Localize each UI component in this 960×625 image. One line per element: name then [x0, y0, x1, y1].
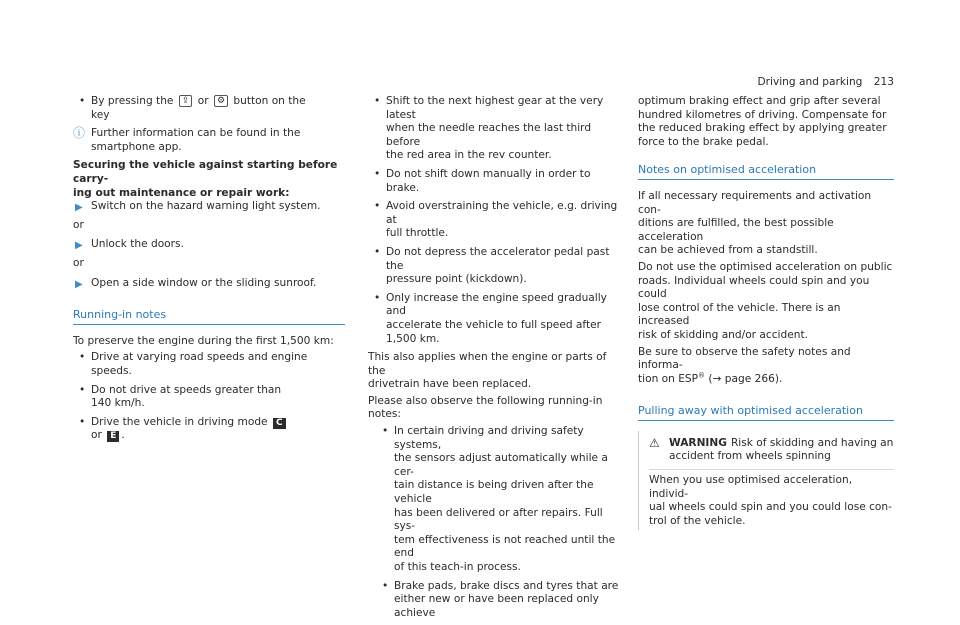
section-title: Running-in notes — [73, 308, 345, 325]
text: can be achieved from a standstill. — [638, 244, 818, 257]
text: button on the — [230, 95, 306, 107]
text: 140 km/h. — [91, 397, 145, 410]
registered-mark: ® — [698, 371, 706, 380]
text: the red area in the rev counter. — [386, 149, 552, 162]
text: ditions are fulfilled, the best possible acceleration — [638, 217, 834, 243]
text: Do not use the optimised acceleration on public — [638, 260, 893, 273]
info-note — [73, 127, 345, 154]
page-number: 213 — [873, 76, 894, 88]
text: . — [121, 429, 125, 442]
mode-c-icon: C — [273, 418, 286, 429]
text: • Drive at varying road speeds and engine — [91, 351, 308, 364]
text: accelerate the vehicle to full speed after — [386, 318, 601, 331]
text: hundred kilometres of driving. Compensate for — [638, 108, 887, 121]
text: • Do not shift down manually in order to brake. — [386, 167, 591, 194]
text: either new or have been replaced only achieve — [394, 593, 599, 619]
text: when the needle reaches the last third before — [386, 122, 592, 148]
instruction-step — [73, 200, 345, 214]
list-item — [368, 168, 626, 195]
text: smartphone app. — [91, 140, 182, 153]
list-item — [73, 351, 345, 378]
list-item — [368, 246, 626, 287]
text: • Avoid overstraining the vehicle, e.g. driving at — [386, 200, 618, 226]
text: tem effectiveness is not reached until the end — [394, 533, 616, 560]
info-icon: ⓘ — [73, 126, 86, 141]
text: ( — [705, 372, 713, 385]
list-item — [376, 580, 626, 621]
text: If all necessary requirements and activation con- — [638, 189, 872, 216]
or-text: or — [73, 218, 84, 231]
column-2 — [368, 95, 626, 625]
or-text: or — [73, 256, 84, 269]
step-arrow-icon: ▶ — [75, 278, 83, 290]
text: Unlock the doors. — [91, 238, 184, 251]
text: ual wheels could spin and you could lose con- — [649, 501, 892, 514]
text: Drive the vehicle in driving mode — [91, 415, 271, 428]
text: speeds. — [91, 364, 132, 377]
column-3 — [638, 95, 894, 530]
text: Open a side window or the sliding sunroof. — [91, 276, 317, 289]
warning-header — [649, 437, 894, 464]
paragraph — [368, 395, 626, 422]
text: notes: — [368, 408, 401, 421]
page-reference-arrow-icon: → — [712, 372, 722, 385]
text: full throttle. — [386, 227, 449, 240]
text: This also applies when the engine or parts of the — [368, 351, 607, 377]
text: roads. Individual wheels could spin and you could — [638, 274, 870, 301]
list-item — [73, 384, 345, 411]
text: • Only increase the engine speed gradually and — [386, 291, 607, 318]
list-item — [368, 95, 626, 163]
text: force to the brake pedal. — [638, 135, 769, 148]
text: has been delivered or after repairs. Full sys- — [394, 506, 603, 533]
text: tion on ESP — [638, 372, 699, 385]
instruction-step — [73, 238, 345, 252]
text: When you use optimised acceleration, individ- — [649, 474, 853, 500]
text: key — [91, 108, 110, 121]
list-item — [73, 95, 345, 122]
paragraph — [638, 261, 894, 343]
text: Securing the vehicle against starting before carry- — [73, 159, 338, 185]
text: drivetrain have been replaced. — [368, 378, 532, 391]
text: or — [91, 429, 106, 442]
list-item — [368, 200, 626, 241]
text: Please also observe the following running-in — [368, 394, 603, 407]
warning-box — [638, 431, 894, 531]
paragraph: To preserve the engine during the first 1,500 km: — [73, 334, 334, 347]
list-item — [376, 425, 626, 575]
text: the sensors adjust automatically while a cer- — [394, 452, 608, 478]
text: risk of skidding and/or accident. — [638, 328, 808, 341]
paragraph — [368, 351, 626, 392]
paragraph — [638, 346, 894, 387]
text: ing out maintenance or repair work: — [73, 186, 290, 199]
paragraph — [638, 190, 894, 258]
text: trol of the vehicle. — [649, 514, 746, 527]
text: Switch on the hazard warning light system. — [91, 200, 321, 213]
step-arrow-icon: ▶ — [75, 202, 83, 214]
subheading — [73, 159, 345, 200]
phone-button-icon: ⇪ — [179, 95, 193, 107]
text: • Brake pads, brake discs and tyres that are — [394, 579, 619, 592]
text: Risk of skidding and having an — [730, 436, 894, 449]
warning-triangle-icon: ⚠ — [649, 435, 660, 450]
text: of this teach-in process. — [394, 561, 521, 573]
text: pressure point (kickdown). — [386, 273, 527, 286]
section-title: Pulling away with optimised acceleration — [638, 404, 894, 421]
text: By pressing the — [91, 95, 177, 107]
section-title: Notes on optimised acceleration — [638, 163, 894, 180]
instruction-step — [73, 277, 345, 291]
voice-button-icon: ⚙ — [214, 95, 228, 107]
text: or — [194, 95, 212, 107]
page-reference-link[interactable]: page 266). — [721, 372, 783, 385]
text: • Shift to the next highest gear at the very latest — [386, 95, 604, 121]
paragraph — [638, 95, 894, 149]
list-item — [73, 416, 345, 443]
header-section: Driving and parking — [757, 76, 863, 88]
text: • Do not drive at speeds greater than — [91, 383, 282, 396]
text: tain distance is being driven after the vehicle — [394, 479, 594, 506]
list-item — [368, 292, 626, 346]
column-1 — [73, 95, 345, 448]
text: • In certain driving and driving safety systems, — [394, 425, 584, 451]
divider — [649, 469, 894, 470]
text: lose control of the vehicle. There is an increased — [638, 301, 841, 328]
text: Further information can be found in the — [91, 127, 301, 140]
text: 1,500 km. — [386, 332, 440, 345]
mode-e-icon: E — [107, 431, 119, 442]
text: Be sure to observe the safety notes and informa- — [638, 345, 851, 372]
warning-label: WARNING — [669, 436, 727, 449]
text: optimum braking effect and grip after several — [638, 95, 881, 107]
text: accident from wheels spinning — [669, 450, 831, 463]
text: • Do not depress the accelerator pedal past the — [386, 245, 610, 272]
text: the reduced braking effect by applying greater — [638, 122, 887, 135]
step-arrow-icon: ▶ — [75, 240, 83, 252]
page-header — [758, 76, 894, 90]
